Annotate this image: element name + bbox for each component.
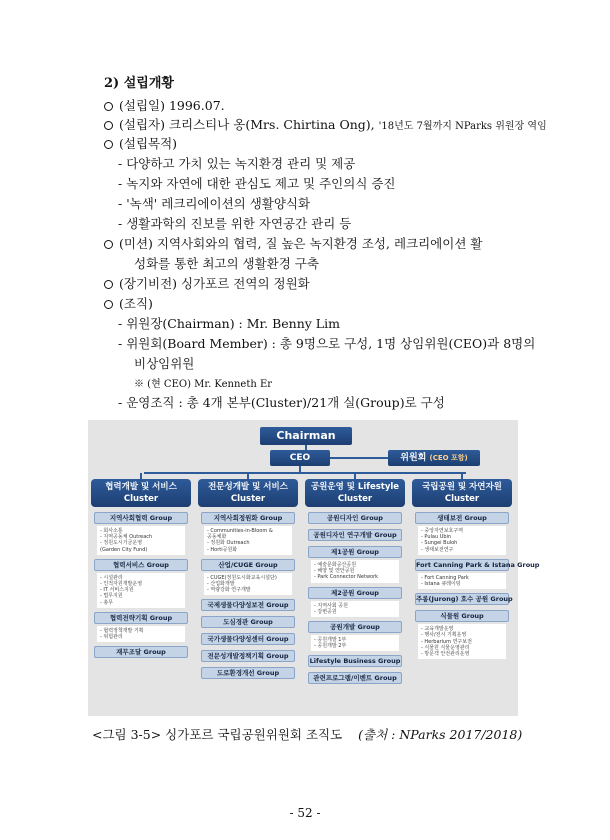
bullet-mission: (미션) 지역사회와의 협력, 질 높은 녹지환경 조성, 레크리에이션 활 <box>104 236 482 252</box>
group-box: 공원개발 Group <box>308 621 402 633</box>
group-detail-item: - 위험관리 <box>100 634 123 640</box>
group-detail-item: 공동체화 <box>207 534 227 541</box>
cluster-header: 국립공원 및 자연자원 Cluster <box>412 479 512 507</box>
group-detail-list <box>204 526 292 555</box>
bullet-founder: (설립자) 크리스티나 옹(Mrs. Chirtina Ong), '18년도 7월까지 NParks 위원장 역임 <box>104 117 547 135</box>
group-detail-list <box>97 626 185 642</box>
group-detail-item: - 인적자원개발운영 <box>100 581 143 587</box>
group-detail-item: - 법무지원 <box>100 593 123 600</box>
group-detail-item: - Istana 큐레이팅 <box>421 581 461 587</box>
group-detail-item: - Horti공원화 <box>207 546 238 553</box>
group-detail-list <box>418 624 506 659</box>
group-box: 도로환경개선 Group <box>201 667 295 679</box>
org-item-board-continued: 비상임위원 <box>134 356 195 371</box>
group-box: 지역사회협력 Group <box>94 512 188 524</box>
group-detail-item: - Park Connector Network <box>314 574 379 581</box>
group-detail-list <box>311 560 399 583</box>
mission-continued: 성화를 통한 최고의 생활환경 구축 <box>134 256 319 271</box>
group-box: 산업/CUGE Group <box>201 559 295 571</box>
figure-caption: <그림 3-5> 싱가포르 국립공원위원회 조직도 (출처 : NParks 2017/2018) <box>92 727 523 742</box>
cluster-header: 공원운영 및 Lifestyle Cluster <box>305 479 405 507</box>
group-detail-item: - 생태보전연구 <box>421 546 454 553</box>
circle-bullet-icon <box>104 300 113 309</box>
group-box: 국가생물다양성센터 Group <box>201 633 295 645</box>
ceo-box: CEO <box>270 450 330 466</box>
group-box: 공원디자인 연구개발 Group <box>308 529 402 541</box>
purpose-item: - '녹색' 레크리에이션의 생활양식화 <box>118 196 311 211</box>
group-detail-item: - 예술문화공산공원 <box>314 562 357 568</box>
figure-source: (출처 : NParks 2017/2018) <box>358 727 523 742</box>
group-box: 관련프로그램/이벤트 Group <box>308 672 402 684</box>
group-detail-item: - Sungei Buloh <box>421 540 458 547</box>
group-detail-item: - Pulau Ubin <box>421 534 452 541</box>
group-detail-item: - 지역공동체 Outreach <box>100 534 153 541</box>
purpose-item: - 녹지와 자연에 대한 관심도 제고 및 주인의식 증진 <box>118 176 396 191</box>
cluster-column <box>305 479 405 715</box>
group-detail-item: - 협력정책개발 기획 <box>100 627 144 634</box>
group-detail-item: - Communities-in-Bloom & <box>207 528 273 534</box>
group-box: 제1공원 Group <box>308 546 402 558</box>
group-detail-item: - 회사소통 <box>100 528 123 534</box>
group-box: Fort Canning Park & Istana Group <box>416 560 540 569</box>
group-box: 공원디자인 Group <box>308 512 402 524</box>
group-detail-list <box>311 635 399 651</box>
group-box: 도심경관 Group <box>201 616 295 628</box>
group-box: 제2공원 Group <box>308 587 402 599</box>
group-detail-item: - 시설관리 <box>100 574 123 581</box>
circle-bullet-icon <box>104 140 113 149</box>
cluster-column <box>412 479 540 715</box>
board-box: 위원회 (CEO 포함) <box>388 450 480 466</box>
founder-note: '18년도 7월까지 NParks 위원장 역임 <box>378 121 547 132</box>
group-detail-item: - 중앙자연보호구역 <box>421 528 464 534</box>
bullet-organization: (조직) <box>104 296 153 312</box>
group-box: 생태보전 Group <box>415 512 509 524</box>
circle-bullet-icon <box>104 121 113 130</box>
bullet-purpose: (설립목적) <box>104 136 177 152</box>
group-box: 협력서비스 Group <box>94 559 188 571</box>
circle-bullet-icon <box>104 240 113 249</box>
group-box: 협력전략기획 Group <box>94 612 188 624</box>
section-heading: 2) 설립개황 <box>104 76 174 91</box>
group-detail-item: - 공원개발 2부 <box>314 643 347 650</box>
org-item-board: - 위원회(Board Member) : 총 9명으로 구성, 1명 상임위원(CEO)과 8명의 <box>118 336 536 351</box>
group-detail-list <box>311 601 399 617</box>
purpose-item: - 다양하고 가치 있는 녹지환경 관리 및 제공 <box>118 156 356 171</box>
circle-bullet-icon <box>104 280 113 289</box>
cluster-column <box>91 479 191 715</box>
bullet-established: (설립일) 1996.07. <box>104 98 225 114</box>
cluster-header: 협력개발 및 서비스 Cluster <box>91 479 191 507</box>
group-detail-item: - 정원도시기금운영 <box>100 540 143 547</box>
bullet-vision: (장기비전) 싱가포르 전역의 정원화 <box>104 276 310 292</box>
org-chart <box>88 420 540 716</box>
ceo-note: ※ (현 CEO) Mr. Kenneth Er <box>134 379 273 390</box>
group-detail-item: - 행사/전시 기획운영 <box>421 632 467 639</box>
group-detail-item: - Herbarium 연구보전 <box>421 638 472 645</box>
group-detail-item: - CUGE(정원도시화교육시설단) <box>207 574 277 581</box>
group-detail-item: - 식물원 식물운영관리 <box>421 644 470 651</box>
group-detail-item: - 지역사회 공원 <box>314 602 348 609</box>
group-detail-item: - IT 서비스지원 <box>100 587 134 594</box>
org-item-chairman: - 위원장(Chairman) : Mr. Benny Lim <box>118 316 340 331</box>
group-detail-item: - 해양 및 연안공원 <box>314 568 355 575</box>
cluster-column <box>198 479 298 715</box>
group-detail-item: - 강변공원 <box>314 608 337 615</box>
group-box: 재무조달 Group <box>94 646 188 658</box>
group-detail-list <box>418 573 506 589</box>
chairman-box: Chairman <box>260 427 352 445</box>
group-detail-list <box>418 526 506 555</box>
group-detail-item: - Fort Canning Park <box>421 574 469 581</box>
page-number: - 52 - <box>289 806 321 820</box>
group-box: 지역사회정원화 Group <box>201 512 295 524</box>
group-detail-list <box>204 573 292 596</box>
org-item-structure: - 운영조직 : 총 4개 본부(Cluster)/21개 실(Group)로 구성 <box>118 395 445 410</box>
group-box: 식물원 Group <box>415 610 509 622</box>
group-detail-item: - 교육개발운영 <box>421 626 454 633</box>
connector-line <box>330 457 388 459</box>
group-detail-item: - 정원화 Outreach <box>207 540 250 547</box>
group-detail-item: - 공원개발 1부 <box>314 637 347 643</box>
group-box: 국제생물다양성보전 Group <box>201 599 295 611</box>
group-box: Lifestyle Business Group <box>309 657 401 666</box>
connector-line <box>144 472 466 474</box>
circle-bullet-icon <box>104 102 113 111</box>
group-detail-item: (Garden City Fund) <box>100 546 148 553</box>
group-box: 전문성개발정책기획 Group <box>201 650 295 662</box>
cluster-header: 전문성개발 및 서비스 Cluster <box>198 479 298 507</box>
group-box: 주롱(Jurong) 호수 공원 Group <box>416 595 513 604</box>
group-detail-item: - 총무 <box>100 599 114 606</box>
group-detail-item: - 역량강화 연구개발 <box>207 587 251 594</box>
group-detail-list <box>97 573 185 608</box>
group-detail-item: - 방문객 안전관리운영 <box>421 651 470 657</box>
group-detail-item: - 산업화개발 <box>207 581 235 587</box>
group-detail-list <box>97 526 185 555</box>
purpose-item: - 생활과학의 진보를 위한 자연공간 관리 등 <box>118 216 352 231</box>
